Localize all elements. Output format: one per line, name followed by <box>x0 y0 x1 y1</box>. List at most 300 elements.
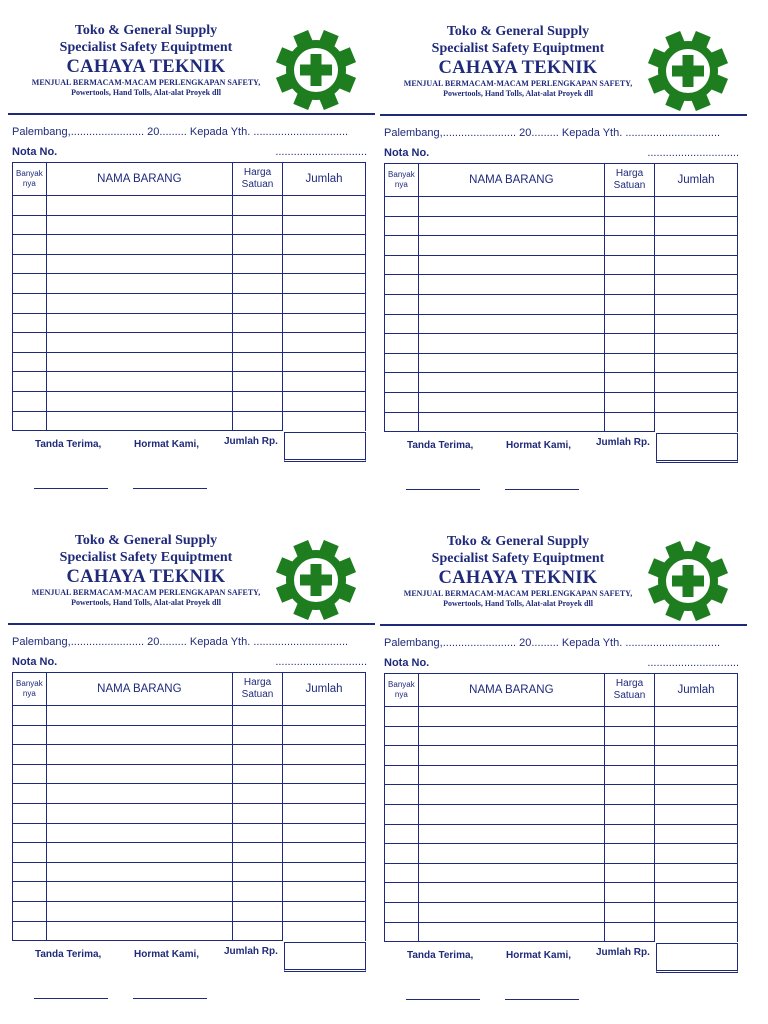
table-cell <box>418 726 604 746</box>
table-cell <box>13 843 47 863</box>
table-cell <box>232 843 282 863</box>
store-subtitle: Toko & General Supply <box>74 23 218 38</box>
col-item-name-header: NAMA BARANG <box>46 673 232 706</box>
table-cell <box>46 235 232 255</box>
sender-signature-line <box>505 999 579 1000</box>
table-cell <box>655 392 738 412</box>
total-amount-box <box>284 942 366 972</box>
table-cell <box>385 334 419 354</box>
table-cell <box>655 216 738 236</box>
table-row <box>385 314 738 334</box>
table-cell <box>232 391 282 411</box>
nota-number-field: .............................. <box>275 656 367 668</box>
received-by-label: Tanda Terima, <box>35 439 102 450</box>
table-cell <box>46 274 232 294</box>
table-cell <box>46 901 232 921</box>
store-specialty: Specialist Safety Equiptment <box>431 551 605 566</box>
table-cell <box>46 843 232 863</box>
col-unit-price-header: Harga Satuan <box>232 163 282 196</box>
table-cell <box>232 196 282 216</box>
table-cell <box>13 725 47 745</box>
table-cell <box>418 294 604 314</box>
table-cell <box>13 313 47 333</box>
store-name: CAHAYA TEKNIK <box>438 58 598 78</box>
table-row <box>13 235 366 255</box>
table-cell <box>418 922 604 942</box>
nota-number-line <box>384 657 739 669</box>
nota-number-line <box>12 146 367 158</box>
table-cell <box>418 275 604 295</box>
table-cell <box>46 352 232 372</box>
table-row <box>13 215 366 235</box>
table-cell <box>232 882 282 902</box>
table-cell <box>385 785 419 805</box>
store-specialty: Specialist Safety Equiptment <box>59 40 233 55</box>
table-row <box>385 334 738 354</box>
table-row <box>13 862 366 882</box>
nota-number-label: Nota No. <box>12 656 58 668</box>
store-header <box>0 22 292 98</box>
table-cell <box>13 921 47 941</box>
table-row <box>13 823 366 843</box>
store-tagline: MENJUAL BERMACAM-MACAM PERLENGKAPAN SAFETY, <box>403 589 633 598</box>
table-cell <box>655 334 738 354</box>
place-date-field: Palembang,........................ 20......... <box>12 126 187 138</box>
table-cell <box>232 862 282 882</box>
table-cell <box>418 804 604 824</box>
table-cell <box>13 254 47 274</box>
table-row <box>13 803 366 823</box>
sender-signature-line <box>133 488 207 489</box>
table-cell <box>232 725 282 745</box>
table-cell <box>232 411 282 431</box>
header-divider <box>8 623 375 625</box>
table-cell <box>13 274 47 294</box>
table-cell <box>232 333 282 353</box>
table-row <box>13 274 366 294</box>
table-cell <box>46 764 232 784</box>
table-row <box>13 391 366 411</box>
table-cell <box>655 294 738 314</box>
table-header-row <box>385 674 738 707</box>
items-table <box>384 673 738 942</box>
table-cell <box>604 255 654 275</box>
table-row <box>13 725 366 745</box>
table-row <box>13 882 366 902</box>
table-cell <box>418 392 604 412</box>
table-cell <box>604 765 654 785</box>
total-amount-box <box>656 433 738 463</box>
store-specialty: Specialist Safety Equiptment <box>431 41 605 56</box>
table-cell <box>232 293 282 313</box>
table-cell <box>655 785 738 805</box>
col-item-name-header: NAMA BARANG <box>418 164 604 197</box>
header-divider <box>8 113 375 115</box>
table-cell <box>385 314 419 334</box>
table-cell <box>283 372 366 392</box>
table-cell <box>604 785 654 805</box>
table-cell <box>46 823 232 843</box>
table-cell <box>46 215 232 235</box>
table-cell <box>46 862 232 882</box>
table-cell <box>655 863 738 883</box>
gear-cross-logo-icon <box>644 541 732 621</box>
table-cell <box>655 236 738 256</box>
place-date-field: Palembang,........................ 20......... <box>12 636 187 648</box>
table-header-row <box>385 164 738 197</box>
table-cell <box>418 707 604 727</box>
table-cell <box>385 255 419 275</box>
table-row <box>385 197 738 217</box>
table-cell <box>283 823 366 843</box>
table-header-row <box>13 163 366 196</box>
table-cell <box>46 411 232 431</box>
table-cell <box>385 216 419 236</box>
date-recipient-line <box>384 637 720 649</box>
table-cell <box>655 804 738 824</box>
gear-cross-logo-icon <box>272 30 360 110</box>
table-row <box>385 922 738 942</box>
receipt-form <box>372 1 744 511</box>
table-cell <box>604 197 654 217</box>
table-cell <box>418 353 604 373</box>
store-tagline: MENJUAL BERMACAM-MACAM PERLENGKAPAN SAFETY, <box>31 78 261 87</box>
table-cell <box>13 352 47 372</box>
table-cell <box>655 314 738 334</box>
receiver-signature-line <box>406 999 480 1000</box>
table-cell <box>232 784 282 804</box>
table-row <box>13 254 366 274</box>
table-cell <box>385 373 419 393</box>
receiver-signature-line <box>34 998 108 999</box>
table-cell <box>385 765 419 785</box>
regards-label: Hormat Kami, <box>506 950 572 961</box>
table-cell <box>232 803 282 823</box>
table-cell <box>13 784 47 804</box>
total-label: Jumlah Rp. <box>224 946 278 957</box>
table-cell <box>604 746 654 766</box>
table-cell <box>385 412 419 432</box>
date-recipient-line <box>384 127 720 139</box>
regards-label: Hormat Kami, <box>506 440 572 451</box>
col-unit-price-header: Harga Satuan <box>604 674 654 707</box>
table-row <box>385 412 738 432</box>
table-cell <box>13 372 47 392</box>
table-cell <box>604 922 654 942</box>
col-unit-price-header: Harga Satuan <box>604 164 654 197</box>
table-cell <box>283 725 366 745</box>
col-amount-header: Jumlah <box>655 164 738 197</box>
table-row <box>385 804 738 824</box>
gear-cross-logo-icon <box>644 31 732 111</box>
table-cell <box>232 823 282 843</box>
table-cell <box>13 745 47 765</box>
store-header <box>372 533 664 609</box>
table-cell <box>283 196 366 216</box>
table-cell <box>385 863 419 883</box>
table-cell <box>283 862 366 882</box>
col-item-name-header: NAMA BARANG <box>418 674 604 707</box>
receipt-form <box>0 510 372 1020</box>
received-by-label: Tanda Terima, <box>407 440 474 451</box>
table-cell <box>604 353 654 373</box>
store-subtitle: Toko & General Supply <box>74 533 218 548</box>
nota-number-field: .............................. <box>647 657 739 669</box>
regards-label: Hormat Kami, <box>134 439 200 450</box>
table-row <box>385 275 738 295</box>
table-cell <box>46 372 232 392</box>
receipt-form <box>0 0 372 510</box>
nota-number-label: Nota No. <box>384 147 430 159</box>
table-cell <box>46 784 232 804</box>
table-cell <box>655 197 738 217</box>
table-cell <box>283 803 366 823</box>
table-cell <box>13 803 47 823</box>
table-cell <box>604 824 654 844</box>
table-cell <box>46 313 232 333</box>
table-cell <box>655 707 738 727</box>
date-recipient-line <box>12 126 348 138</box>
items-table <box>12 162 366 431</box>
header-divider <box>380 624 747 626</box>
table-cell <box>418 334 604 354</box>
table-cell <box>604 216 654 236</box>
table-cell <box>604 863 654 883</box>
table-cell <box>604 294 654 314</box>
table-row <box>13 784 366 804</box>
table-cell <box>604 883 654 903</box>
sender-signature-line <box>133 998 207 999</box>
items-table <box>384 163 738 432</box>
table-cell <box>283 352 366 372</box>
table-cell <box>283 313 366 333</box>
total-label: Jumlah Rp. <box>596 437 650 448</box>
regards-label: Hormat Kami, <box>134 949 200 960</box>
receiver-signature-line <box>406 489 480 490</box>
table-cell <box>283 706 366 726</box>
store-header <box>0 532 292 608</box>
header-divider <box>380 114 747 116</box>
table-cell <box>418 844 604 864</box>
col-unit-price-header: Harga Satuan <box>232 673 282 706</box>
table-cell <box>46 882 232 902</box>
table-cell <box>385 197 419 217</box>
table-cell <box>13 196 47 216</box>
table-cell <box>418 785 604 805</box>
table-cell <box>604 844 654 864</box>
table-cell <box>418 883 604 903</box>
store-name: CAHAYA TEKNIK <box>66 57 226 77</box>
table-cell <box>13 901 47 921</box>
table-row <box>385 863 738 883</box>
col-quantity-header: Banyak nya <box>13 673 47 706</box>
store-tagline-products: Powertools, Hand Tolls, Alat-alat Proyek dll <box>71 598 221 607</box>
table-cell <box>46 725 232 745</box>
table-cell <box>13 862 47 882</box>
receipt-form <box>372 511 744 1021</box>
received-by-label: Tanda Terima, <box>35 949 102 960</box>
nota-number-field: .............................. <box>647 147 739 159</box>
table-row <box>13 706 366 726</box>
nota-number-line <box>384 147 739 159</box>
table-cell <box>385 726 419 746</box>
items-table <box>12 672 366 941</box>
table-row <box>13 764 366 784</box>
table-cell <box>418 373 604 393</box>
table-cell <box>655 353 738 373</box>
col-amount-header: Jumlah <box>655 674 738 707</box>
table-cell <box>604 726 654 746</box>
table-cell <box>385 746 419 766</box>
recipient-field: Kepada Yth. ............................... <box>189 636 349 648</box>
col-quantity-header: Banyak nya <box>385 164 419 197</box>
table-cell <box>283 901 366 921</box>
recipient-field: Kepada Yth. ............................... <box>561 127 721 139</box>
table-row <box>385 373 738 393</box>
table-cell <box>418 236 604 256</box>
col-amount-header: Jumlah <box>283 673 366 706</box>
table-cell <box>418 255 604 275</box>
place-date-field: Palembang,........................ 20......... <box>384 637 559 649</box>
table-row <box>385 844 738 864</box>
received-by-label: Tanda Terima, <box>407 950 474 961</box>
table-cell <box>655 824 738 844</box>
table-cell <box>13 411 47 431</box>
table-header-row <box>13 673 366 706</box>
table-cell <box>283 235 366 255</box>
table-cell <box>604 804 654 824</box>
table-cell <box>13 293 47 313</box>
table-cell <box>604 707 654 727</box>
store-tagline-products: Powertools, Hand Tolls, Alat-alat Proyek dll <box>443 89 593 98</box>
store-tagline-products: Powertools, Hand Tolls, Alat-alat Proyek dll <box>71 88 221 97</box>
table-row <box>385 902 738 922</box>
table-row <box>385 255 738 275</box>
table-row <box>385 216 738 236</box>
table-cell <box>283 293 366 313</box>
table-cell <box>655 275 738 295</box>
table-cell <box>604 334 654 354</box>
table-cell <box>655 922 738 942</box>
table-row <box>385 883 738 903</box>
table-cell <box>385 294 419 314</box>
gear-cross-logo-icon <box>272 540 360 620</box>
nota-number-label: Nota No. <box>384 657 430 669</box>
table-cell <box>418 314 604 334</box>
total-amount-box <box>656 943 738 973</box>
table-row <box>13 843 366 863</box>
table-row <box>13 313 366 333</box>
table-cell <box>385 804 419 824</box>
store-specialty: Specialist Safety Equiptment <box>59 550 233 565</box>
table-cell <box>46 391 232 411</box>
total-label: Jumlah Rp. <box>596 947 650 958</box>
table-cell <box>604 412 654 432</box>
table-cell <box>13 235 47 255</box>
table-cell <box>604 314 654 334</box>
table-cell <box>418 863 604 883</box>
table-cell <box>655 902 738 922</box>
table-cell <box>232 372 282 392</box>
table-row <box>13 745 366 765</box>
table-cell <box>385 883 419 903</box>
table-cell <box>385 824 419 844</box>
col-item-name-header: NAMA BARANG <box>46 163 232 196</box>
table-cell <box>418 197 604 217</box>
table-row <box>13 921 366 941</box>
table-row <box>385 353 738 373</box>
table-cell <box>232 764 282 784</box>
table-cell <box>46 293 232 313</box>
receiver-signature-line <box>34 488 108 489</box>
table-cell <box>604 236 654 256</box>
table-cell <box>13 882 47 902</box>
table-cell <box>13 215 47 235</box>
store-tagline: MENJUAL BERMACAM-MACAM PERLENGKAPAN SAFETY, <box>403 79 633 88</box>
table-row <box>13 352 366 372</box>
table-cell <box>283 274 366 294</box>
table-cell <box>13 333 47 353</box>
table-cell <box>283 215 366 235</box>
table-cell <box>385 707 419 727</box>
table-row <box>13 901 366 921</box>
table-cell <box>13 823 47 843</box>
table-cell <box>13 764 47 784</box>
table-cell <box>283 391 366 411</box>
table-cell <box>13 391 47 411</box>
table-cell <box>232 215 282 235</box>
table-cell <box>232 352 282 372</box>
table-cell <box>283 843 366 863</box>
table-cell <box>385 922 419 942</box>
table-row <box>385 392 738 412</box>
table-row <box>385 824 738 844</box>
table-cell <box>418 412 604 432</box>
store-tagline-products: Powertools, Hand Tolls, Alat-alat Proyek dll <box>443 599 593 608</box>
table-cell <box>604 902 654 922</box>
recipient-field: Kepada Yth. ............................... <box>189 126 349 138</box>
table-row <box>385 236 738 256</box>
store-name: CAHAYA TEKNIK <box>66 567 226 587</box>
store-name: CAHAYA TEKNIK <box>438 568 598 588</box>
table-cell <box>46 921 232 941</box>
table-cell <box>604 392 654 412</box>
table-cell <box>46 706 232 726</box>
table-cell <box>655 844 738 864</box>
table-row <box>13 293 366 313</box>
table-cell <box>283 411 366 431</box>
table-row <box>385 746 738 766</box>
table-cell <box>385 844 419 864</box>
table-cell <box>232 706 282 726</box>
table-cell <box>385 353 419 373</box>
table-cell <box>46 803 232 823</box>
table-cell <box>232 254 282 274</box>
table-cell <box>283 784 366 804</box>
table-cell <box>283 745 366 765</box>
table-cell <box>283 333 366 353</box>
table-cell <box>283 882 366 902</box>
table-cell <box>232 313 282 333</box>
table-cell <box>385 392 419 412</box>
col-amount-header: Jumlah <box>283 163 366 196</box>
table-cell <box>655 883 738 903</box>
store-header <box>372 23 664 99</box>
place-date-field: Palembang,........................ 20......... <box>384 127 559 139</box>
table-row <box>385 765 738 785</box>
total-label: Jumlah Rp. <box>224 436 278 447</box>
table-cell <box>13 706 47 726</box>
